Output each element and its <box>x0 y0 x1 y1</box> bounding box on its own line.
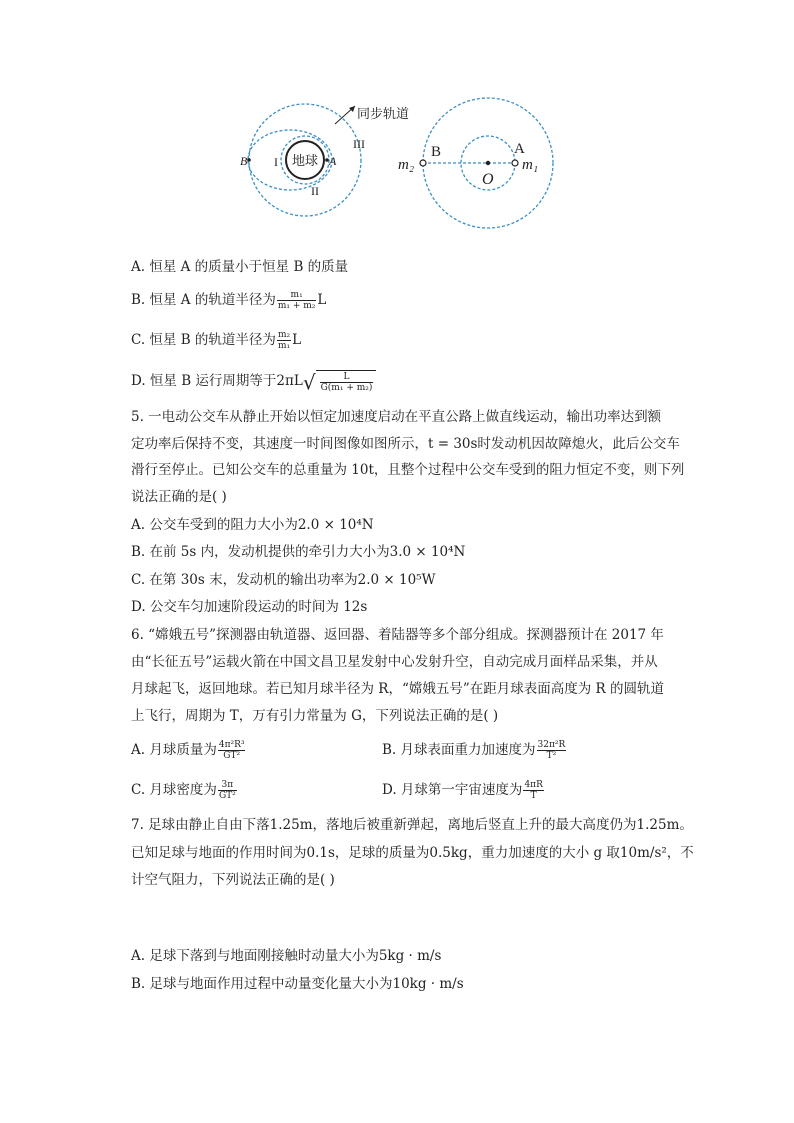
q6-option-d-num: 4πR <box>524 780 543 790</box>
q6-option-d-den: T <box>530 791 537 801</box>
q6-option-a <box>131 740 246 761</box>
q6-option-d-fraction <box>523 780 543 801</box>
q5-stem-line3: 滑行至停止。已知公交车的总重量为 10t，且整个过程中公交车受到的阻力恒定不变，则下列 <box>131 462 685 478</box>
q5-option-d: D. 公交车匀加速阶段运动的时间为 12s <box>131 599 368 615</box>
q5-option-a: A. 公交车受到的阻力大小为2.0 × 10⁴N <box>131 517 374 533</box>
star-A <box>512 160 518 166</box>
q7-stem-line1: 7. 足球由静止自由下落1.25m，落地后被重新弹起，离地后竖直上升的最大高度仍为1.25m。 <box>131 817 693 833</box>
label-m1: m₁ <box>522 157 539 173</box>
binary-star-diagram <box>398 98 553 228</box>
q7-option-a: A. 足球下落到与地面刚接触时动量大小为5kg · m/s <box>131 948 442 964</box>
q4-option-a: A. 恒星 A 的质量小于恒星 B 的质量 <box>131 259 349 275</box>
q6-option-a-num: 4π²R³ <box>218 740 245 750</box>
q4-option-d-fraction <box>320 372 374 393</box>
q6-option-a-den: GT² <box>223 751 241 761</box>
orbit-figure <box>0 0 794 240</box>
earth-orbits-diagram <box>240 104 409 216</box>
sqrt-sign: √ <box>302 370 316 395</box>
q6-stem-line3: 月球起飞，返回地球。若已知月球半径为 R，“嫦娥五号”在距月球表面高度为 R 的圆轨道 <box>131 681 665 697</box>
label-B-left: B <box>240 154 248 168</box>
label-A-left: A <box>329 154 337 168</box>
q5-stem-line1: 5. 一电动公交车从静止开始以恒定加速度启动在平直公路上做直线运动，输出功率达到额 <box>131 409 662 425</box>
q4-option-b-den: m₁ + m₂ <box>277 301 316 311</box>
label-II: II <box>311 184 319 198</box>
q4-option-c <box>131 330 301 351</box>
q6-stem-line4: 上飞行，周期为 T，万有引力常量为 G，下列说法正确的是( ) <box>131 708 499 724</box>
point-B-dot <box>247 158 251 162</box>
label-sync-orbit: 同步轨道 <box>357 106 410 121</box>
q6-option-c-num: 3π <box>218 780 237 791</box>
q4-option-d-sqrt <box>303 370 377 393</box>
q4-option-b-suffix: L <box>317 292 327 308</box>
q4-option-c-suffix: L <box>292 332 302 348</box>
q4-option-b <box>131 290 326 311</box>
q6-option-d <box>382 780 545 801</box>
q4-option-b-fraction <box>277 290 317 311</box>
q4-option-d-prefix: D. 恒星 B 运行周期等于2πL <box>131 373 303 389</box>
label-A-right: A <box>514 141 525 157</box>
q6-option-c <box>131 780 238 801</box>
q6-option-b-num: 32π²R <box>537 740 566 750</box>
q5-stem-line2: 定功率后保持不变，其速度一时间图像如图所示，t = 30s时发动机因故障熄火，此后公交车 <box>131 436 680 452</box>
q4-option-c-den: m₁ <box>277 341 291 351</box>
q6-option-a-prefix: A. 月球质量为 <box>131 742 217 758</box>
label-O: O <box>482 171 494 188</box>
q7-option-b: B. 足球与地面作用过程中动量变化量大小为10kg · m/s <box>131 976 464 992</box>
q4-option-b-num: m₁ <box>277 290 317 301</box>
q5-option-b: B. 在前 5s 内，发动机提供的牵引力大小为3.0 × 10⁴N <box>131 544 466 560</box>
q6-option-b-fraction <box>537 740 567 761</box>
q4-option-d <box>131 370 376 393</box>
label-earth: 地球 <box>292 153 319 168</box>
q6-option-c-den: GT² <box>218 791 236 801</box>
label-III: III <box>353 137 365 151</box>
q5-stem-line4: 说法正确的是( ) <box>131 489 227 505</box>
q4-option-c-prefix: C. 恒星 B 的轨道半径为 <box>131 332 276 348</box>
q7-stem-line3: 计空气阻力，下列说法正确的是( ) <box>131 872 335 888</box>
q6-option-b <box>382 740 567 761</box>
q4-option-c-fraction <box>277 330 291 351</box>
label-m2: m₂ <box>398 157 415 173</box>
q4-option-d-num: L <box>320 372 374 383</box>
star-B <box>420 160 426 166</box>
q7-stem-line2: 已知足球与地面的作用时间为0.1s，足球的质量为0.5kg，重力加速度的大小 g 取10m/s²，不 <box>131 845 694 861</box>
q4-option-d-den: G(m₁ + m₂) <box>320 383 373 393</box>
q6-option-c-fraction <box>218 780 237 801</box>
q6-option-c-prefix: C. 月球密度为 <box>131 782 217 798</box>
q6-option-b-prefix: B. 月球表面重力加速度为 <box>382 742 536 758</box>
label-I: I <box>274 155 278 169</box>
q4-option-b-prefix: B. 恒星 A 的轨道半径为 <box>131 292 276 308</box>
q6-option-d-prefix: D. 月球第一宇宙速度为 <box>382 782 523 798</box>
q6-option-b-den: T² <box>546 751 557 761</box>
q6-stem-line1: 6. “嫦娥五号”探测器由轨道器、返回器、着陆器等多个部分组成。探测器预计在 2017 年 <box>131 627 664 643</box>
q6-stem-line2: 由“长征五号”运载火箭在中国文昌卫星发射中心发射升空，自动完成月面样品采集，并从 <box>131 654 658 670</box>
center-O-dot <box>486 161 490 165</box>
label-B-right: B <box>431 144 442 160</box>
q6-option-a-fraction <box>218 740 246 761</box>
q5-option-c: C. 在第 30s 末，发动机的输出功率为2.0 × 10⁵W <box>131 572 436 588</box>
q4-option-c-num: m₂ <box>277 330 291 340</box>
